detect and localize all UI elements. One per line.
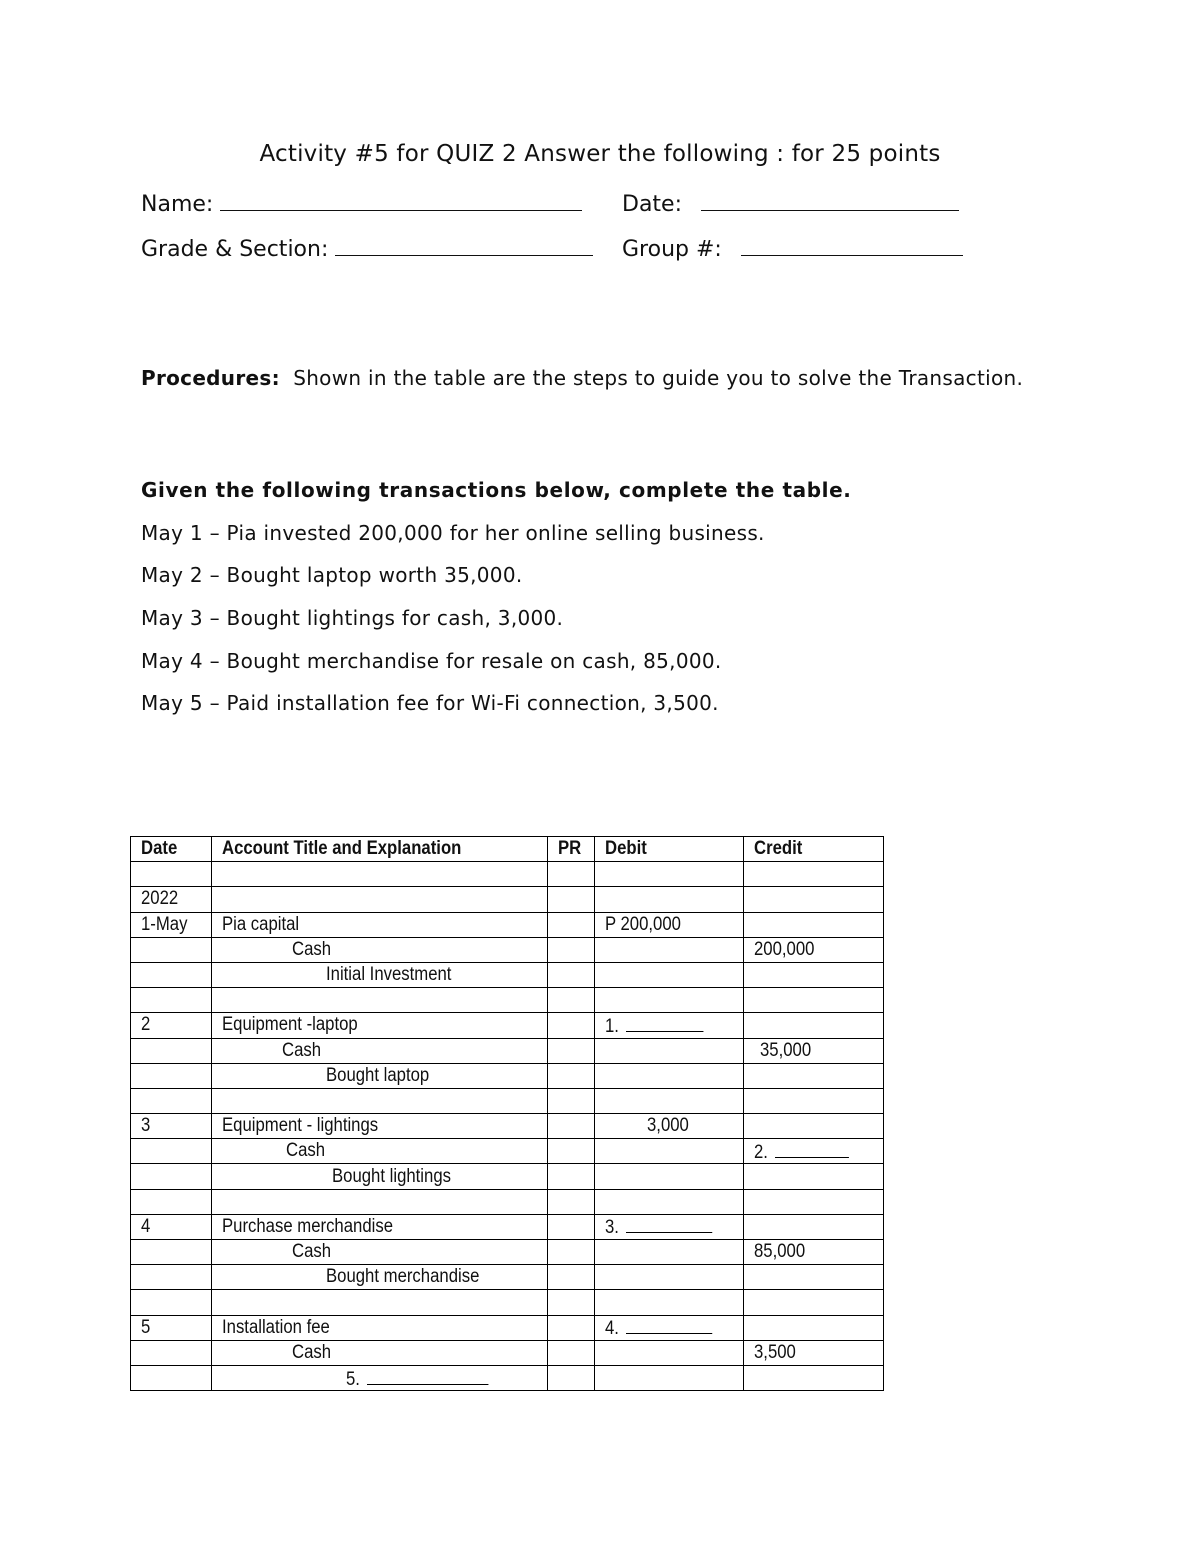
debit-cell: P 200,000 — [595, 912, 744, 937]
table-row — [131, 1038, 884, 1063]
name-field-row — [141, 188, 582, 217]
table-row — [131, 962, 884, 987]
answer-blank[interactable] — [626, 1316, 712, 1334]
table-row — [131, 1189, 884, 1214]
date-cell: 5 — [131, 1315, 212, 1340]
transaction-item: May 3 – Bought lightings for cash, 3,000. — [141, 606, 564, 630]
procedures-paragraph — [141, 365, 1041, 392]
date-field-row — [622, 188, 959, 217]
transaction-item: May 5 – Paid installation fee for Wi-Fi connection, 3,500. — [141, 691, 719, 715]
credit-answer-cell[interactable]: 2. — [744, 1139, 884, 1164]
group-blank[interactable] — [741, 233, 963, 256]
grade-section-blank[interactable] — [335, 233, 593, 256]
account-cell: Equipment - lightings — [212, 1114, 548, 1139]
header-pr: PR — [548, 837, 595, 862]
table-row — [131, 1240, 884, 1265]
explanation-answer-cell[interactable]: 5. — [212, 1365, 548, 1390]
procedures-text: Shown in the table are the steps to guide you to solve the Transaction. — [293, 366, 1024, 390]
account-cell: Cash — [212, 1240, 548, 1265]
debit-cell: 3,000 — [595, 1114, 744, 1139]
table-row — [131, 1290, 884, 1315]
name-label: Name: — [141, 192, 214, 217]
transaction-item: May 1 – Pia invested 200,000 for her online selling business. — [141, 521, 765, 545]
header-debit: Debit — [595, 837, 744, 862]
given-heading: Given the following transactions below, complete the table. — [141, 478, 852, 502]
account-cell: Cash — [212, 937, 548, 962]
header-credit: Credit — [744, 837, 884, 862]
account-cell: Equipment -laptop — [212, 1013, 548, 1038]
table-row — [131, 887, 884, 912]
transaction-item: May 4 – Bought merchandise for resale on cash, 85,000. — [141, 649, 722, 673]
answer-blank[interactable] — [775, 1140, 849, 1158]
credit-cell: 200,000 — [744, 937, 884, 962]
explanation-cell: Bought laptop — [212, 1063, 548, 1088]
account-cell: Purchase merchandise — [212, 1214, 548, 1239]
table-row — [131, 1114, 884, 1139]
account-cell: Cash — [212, 1038, 548, 1063]
table-row — [131, 1164, 884, 1189]
table-row — [131, 1340, 884, 1365]
date-cell: 1-May — [131, 912, 212, 937]
credit-cell: 85,000 — [744, 1240, 884, 1265]
table-header-row — [131, 837, 884, 862]
table-row — [131, 1013, 884, 1038]
name-blank[interactable] — [220, 188, 582, 211]
table-row — [131, 1088, 884, 1113]
table-row — [131, 912, 884, 937]
table-row — [131, 1315, 884, 1340]
grade-section-label: Grade & Section: — [141, 237, 329, 262]
debit-answer-cell[interactable]: 3. — [595, 1214, 744, 1239]
answer-blank[interactable] — [367, 1367, 488, 1385]
journal-table — [130, 836, 884, 1391]
account-cell: Pia capital — [212, 912, 548, 937]
credit-cell: 3,500 — [744, 1340, 884, 1365]
table-row — [131, 1063, 884, 1088]
credit-cell: 35,000 — [744, 1038, 884, 1063]
table-row — [131, 988, 884, 1013]
year-cell: 2022 — [131, 887, 212, 912]
answer-blank[interactable] — [626, 1014, 703, 1032]
date-cell: 2 — [131, 1013, 212, 1038]
table-row — [131, 1214, 884, 1239]
header-date: Date — [131, 837, 212, 862]
answer-blank[interactable] — [626, 1215, 712, 1233]
page-title: Activity #5 for QUIZ 2 Answer the following : for 25 points — [259, 141, 941, 167]
explanation-cell: Initial Investment — [212, 962, 548, 987]
explanation-cell: Bought merchandise — [212, 1265, 548, 1290]
table-row — [131, 937, 884, 962]
grade-section-field-row — [141, 233, 593, 262]
debit-answer-cell[interactable]: 4. — [595, 1315, 744, 1340]
group-label: Group #: — [622, 237, 722, 262]
table-row — [131, 862, 884, 887]
account-cell: Installation fee — [212, 1315, 548, 1340]
date-blank[interactable] — [701, 188, 959, 211]
transaction-item: May 2 – Bought laptop worth 35,000. — [141, 563, 523, 587]
debit-answer-cell[interactable]: 1. — [595, 1013, 744, 1038]
explanation-cell: Bought lightings — [212, 1164, 548, 1189]
table-row — [131, 1365, 884, 1390]
table-row — [131, 1139, 884, 1164]
header-account: Account Title and Explanation — [212, 837, 548, 862]
account-cell: Cash — [212, 1139, 548, 1164]
date-cell: 4 — [131, 1214, 212, 1239]
account-cell: Cash — [212, 1340, 548, 1365]
group-field-row — [622, 233, 963, 262]
table-row — [131, 1265, 884, 1290]
date-cell: 3 — [131, 1114, 212, 1139]
procedures-label: Procedures: — [141, 366, 280, 390]
date-label: Date: — [622, 192, 682, 217]
